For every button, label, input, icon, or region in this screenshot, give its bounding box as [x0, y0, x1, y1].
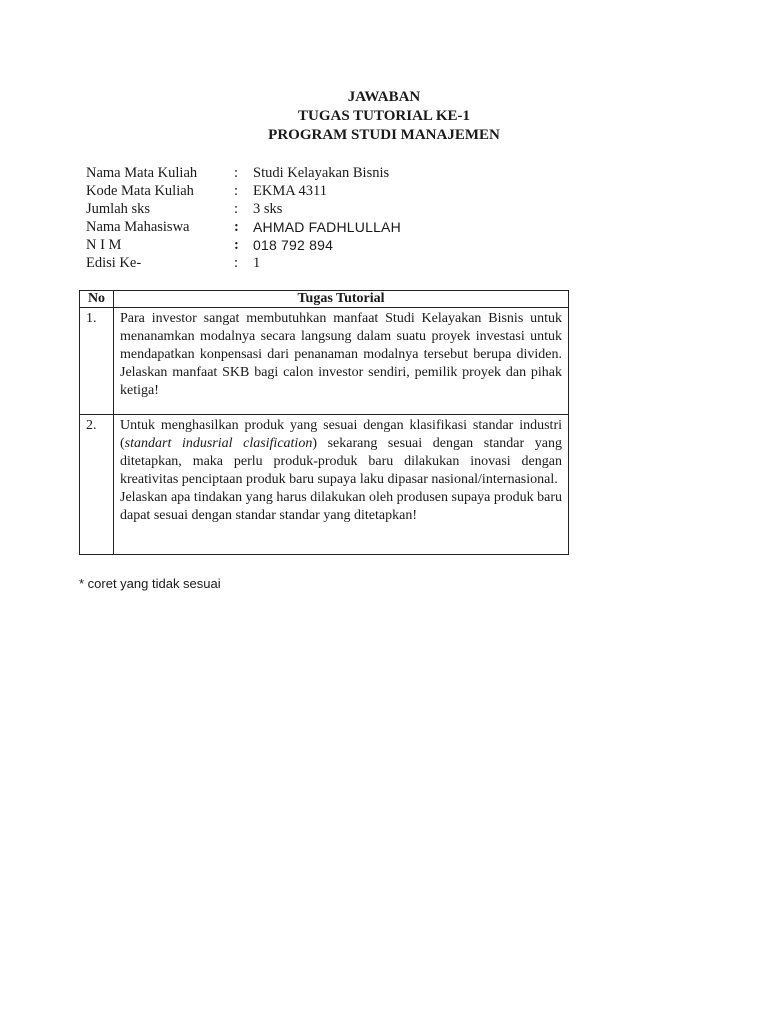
footnote: * coret yang tidak sesuai	[79, 576, 221, 591]
task-paragraph	[120, 417, 562, 489]
info-value: EKMA 4311	[253, 183, 327, 199]
info-value: 1	[253, 255, 261, 271]
tutorial-task-table	[79, 290, 569, 555]
task-text	[114, 415, 569, 555]
info-value: 3 sks	[253, 201, 283, 217]
info-row-course-name	[86, 164, 401, 182]
task-text-part: ) sekarang sesuai dengan standar yang ditetapkan, maka perlu produk-produk baru dilakukan inovasi dengan kreativitas penciptaan produk baru supaya laku dipasar nasional/internasional.	[120, 436, 562, 487]
info-separator: :	[234, 165, 239, 181]
table-row	[80, 415, 569, 555]
info-separator: :	[234, 183, 239, 199]
info-label: Kode Mata Kuliah	[86, 183, 194, 199]
task-number: 2.	[80, 415, 114, 555]
column-header-task: Tugas Tutorial	[114, 291, 569, 308]
document-header	[0, 88, 768, 145]
info-separator: :	[234, 219, 239, 235]
info-label: N I M	[86, 237, 122, 253]
info-row-student-name	[86, 218, 401, 236]
task-text-part: Untuk menghasilkan produk yang sesuai dengan klasifikasi standar industri (	[120, 418, 562, 451]
task-number: 1.	[80, 308, 114, 415]
info-value: AHMAD FADHLULLAH	[253, 219, 401, 235]
info-value: 018 792 894	[253, 237, 334, 253]
info-row-credits	[86, 200, 401, 218]
column-header-no: No	[80, 291, 114, 308]
info-label: Nama Mahasiswa	[86, 219, 190, 235]
info-separator: :	[234, 237, 239, 253]
header-subtitle: TUGAS TUTORIAL KE-1	[298, 108, 470, 124]
table-row	[80, 308, 569, 415]
info-label: Edisi Ke-	[86, 255, 142, 271]
task-text: Para investor sangat membutuhkan manfaat Studi Kelayakan Bisnis untuk menanamkan modalnya secara langsung dalam suatu proyek investasi untuk mendapatkan konpensasi dari penanaman modalnya tersebut berupa dividen. Jelaskan manfaat SKB bagi calon investor sendiri, pemilik proyek dan pihak ketiga!	[114, 308, 569, 415]
info-row-student-id	[86, 236, 401, 254]
info-value: Studi Kelayakan Bisnis	[253, 165, 390, 181]
info-separator: :	[234, 201, 239, 217]
info-separator: :	[234, 255, 239, 271]
course-info	[86, 164, 401, 272]
info-row-course-code	[86, 182, 401, 200]
task-text-italic: standart indusrial clasification	[124, 436, 313, 451]
info-row-edition	[86, 254, 401, 272]
info-label: Nama Mata Kuliah	[86, 165, 198, 181]
info-label: Jumlah sks	[86, 201, 151, 217]
task-paragraph: Jelaskan apa tindakan yang harus dilakukan oleh produsen supaya produk baru dapat sesuai dengan standar standar yang ditetapkan!	[120, 490, 562, 523]
table-header-row	[80, 291, 569, 308]
header-program: PROGRAM STUDI MANAJEMEN	[268, 127, 500, 143]
header-title: JAWABAN	[347, 89, 421, 105]
